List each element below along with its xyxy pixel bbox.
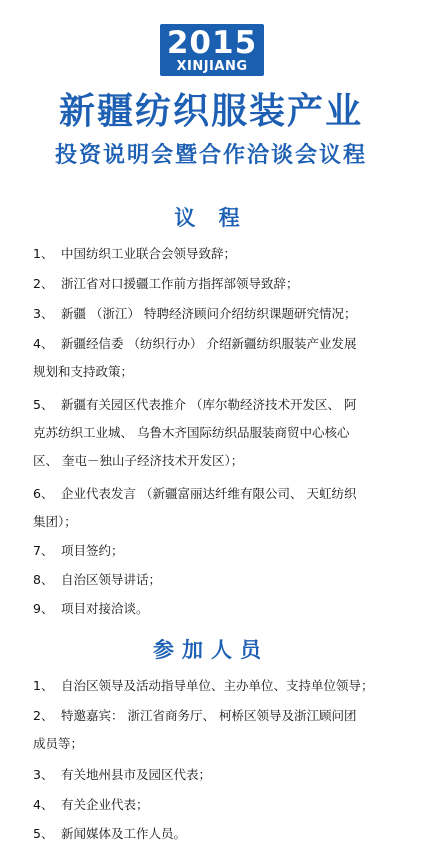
- agenda-item-5: [33, 392, 395, 418]
- agenda-item-7: [33, 538, 395, 564]
- agenda-item-text: 项目签约；: [61, 543, 124, 558]
- agenda-item-text-cont: 克苏纺织工业城、 乌鲁木齐国际纺织品服装商贸中心核心: [33, 425, 350, 440]
- participant-item-2-cont: [33, 731, 395, 757]
- agenda-item-9: [33, 596, 395, 622]
- agenda-item-2: [33, 271, 395, 297]
- logo-year: 2015: [166, 25, 258, 61]
- participant-item-text: 有关企业代表；: [61, 797, 149, 812]
- agenda-item-text: 企业代表发言 （新疆富丽达纤维有限公司、 天虹纺织: [61, 486, 357, 501]
- participant-item-number: 5、: [33, 826, 54, 841]
- participant-item-4: [33, 792, 395, 818]
- participant-item-3: [33, 762, 395, 788]
- agenda-item-text: 自治区领导讲话；: [61, 572, 162, 587]
- agenda-item-4-cont: [33, 359, 395, 385]
- participant-item-number: 4、: [33, 797, 54, 812]
- agenda-item-text: 中国纺织工业联合会领导致辞；: [61, 246, 237, 261]
- agenda-item-text: 项目对接洽谈。: [61, 601, 149, 616]
- agenda-item-3: [33, 301, 395, 327]
- participant-item-2: [33, 703, 395, 729]
- agenda-item-number: 7、: [33, 543, 54, 558]
- agenda-item-number: 4、: [33, 336, 54, 351]
- agenda-item-text: 新疆经信委 （纺织行办） 介绍新疆纺织服装产业发展: [61, 336, 357, 351]
- agenda-item-text: 浙江省对口援疆工作前方指挥部领导致辞；: [61, 276, 299, 291]
- agenda-item-number: 6、: [33, 486, 54, 501]
- agenda-item-number: 1、: [33, 246, 54, 261]
- participant-item-text: 有关地州县市及园区代表；: [61, 767, 212, 782]
- page-subtitle: 投资说明会暨合作洽谈会议程: [54, 143, 367, 168]
- agenda-item-text-cont: 区、 奎屯－独山子经济技术开发区）；: [33, 453, 244, 468]
- participant-item-1: [33, 673, 395, 699]
- agenda-item-text-cont: 规划和支持政策；: [33, 364, 134, 379]
- agenda-item-text: 新疆有关园区代表推介 （库尔勒经济技术开发区、 阿: [61, 397, 357, 412]
- agenda-heading: 议 程: [174, 206, 248, 230]
- agenda-item-5-cont: [33, 448, 395, 474]
- participant-item-5: [33, 821, 395, 847]
- agenda-item-5-cont: [33, 420, 395, 446]
- participant-item-number: 2、: [33, 708, 54, 723]
- participant-item-number: 3、: [33, 767, 54, 782]
- agenda-item-4: [33, 331, 395, 357]
- participant-item-text: 特邀嘉宾： 浙江省商务厅、 柯桥区领导及浙江顾问团: [61, 708, 357, 723]
- participant-item-number: 1、: [33, 678, 54, 693]
- agenda-item-number: 5、: [33, 397, 54, 412]
- agenda-item-1: [33, 241, 395, 267]
- participant-item-text-cont: 成员等；: [33, 736, 84, 751]
- participant-item-text: 新闻媒体及工作人员。: [61, 826, 187, 841]
- agenda-item-text-cont: 集团）；: [33, 514, 77, 529]
- agenda-item-number: 9、: [33, 601, 54, 616]
- agenda-item-8: [33, 567, 395, 593]
- participant-item-text: 自治区领导及活动指导单位、主办单位、支持单位领导；: [61, 678, 374, 693]
- agenda-item-text: 新疆 （浙江） 特聘经济顾问介绍纺织课题研究情况；: [61, 306, 357, 321]
- participants-heading: 参加人员: [153, 638, 269, 662]
- page-title: 新疆纺织服装产业: [58, 91, 363, 132]
- agenda-item-number: 8、: [33, 572, 54, 587]
- agenda-item-number: 2、: [33, 276, 54, 291]
- agenda-item-6: [33, 481, 395, 507]
- event-logo: [160, 24, 264, 76]
- agenda-item-number: 3、: [33, 306, 54, 321]
- logo-word: XINJIANG: [176, 59, 248, 74]
- agenda-item-6-cont: [33, 509, 395, 535]
